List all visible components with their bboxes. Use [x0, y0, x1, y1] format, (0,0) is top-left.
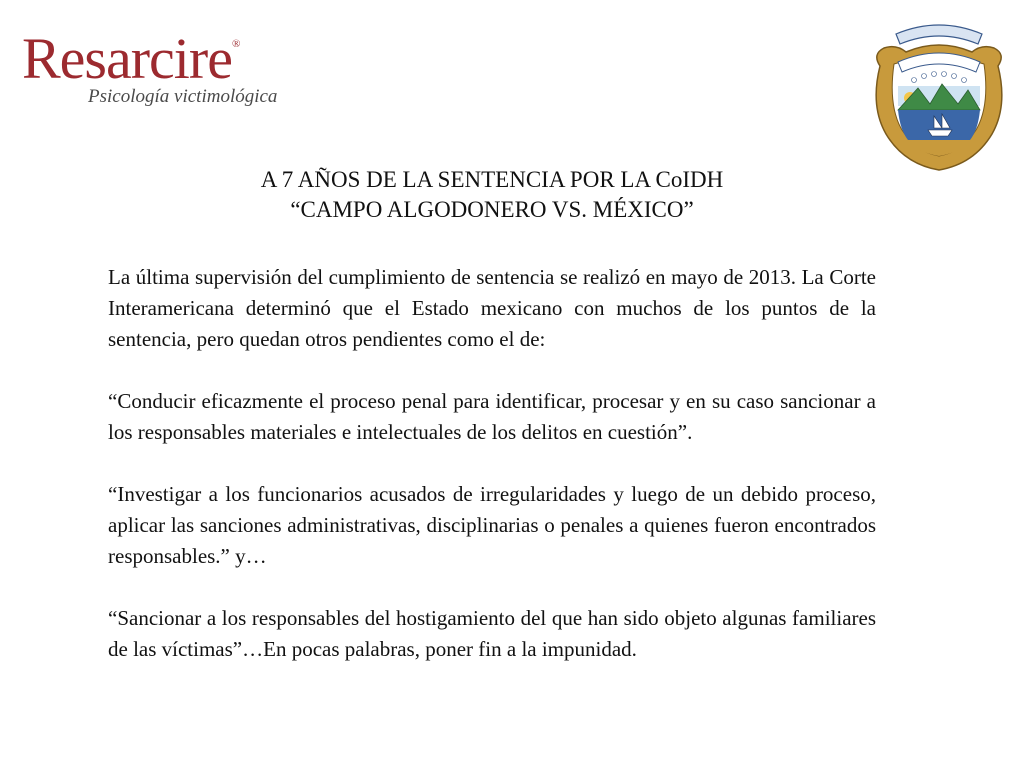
paragraph: “Investigar a los funcionarios acusados de irregularidades y luego de un debido proceso, aplicar las sanciones administrativas, disciplinarias o penales a quienes fueron encontrados responsables.” y… [108, 482, 876, 568]
title-line-1: A 7 AÑOS DE LA SENTENCIA POR LA CoIDH [260, 167, 724, 192]
logo-wordmark: Resarcire [22, 26, 232, 91]
body-text [108, 262, 876, 696]
paragraph: La última supervisión del cumplimiento de sentencia se realizó en mayo de 2013. La Corte Interamericana determinó que el Estado mexicano con muchos de los puntos de la sentencia, pero quedan otros pendientes como el de: [108, 265, 876, 351]
resarcire-logo [22, 26, 278, 118]
title-line-2: “CAMPO ALGODONERO VS. MÉXICO” [290, 197, 694, 222]
costa-rica-coat-of-arms-icon [866, 14, 1012, 174]
paragraph: “Conducir eficazmente el proceso penal para identificar, procesar y en su caso sancionar a los responsables materiales e intelectuales de los delitos en cuestión”. [108, 389, 876, 444]
page-title [108, 165, 876, 225]
logo-tagline: Psicología victimológica [88, 86, 278, 107]
logo-registered-mark: ® [232, 38, 241, 50]
paragraph: “Sancionar a los responsables del hostigamiento del que han sido objeto algunas familiares de las víctimas”…En pocas palabras, poner fin a la impunidad. [108, 606, 876, 661]
